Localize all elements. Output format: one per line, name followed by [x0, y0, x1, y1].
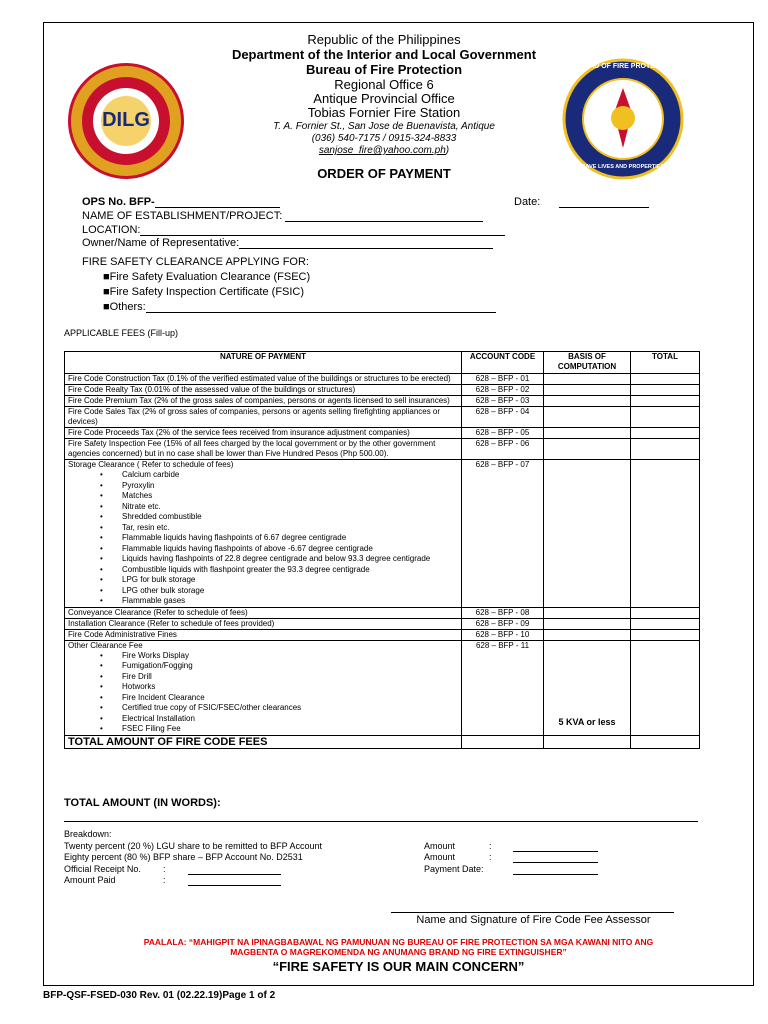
slogan: “FIRE SAFETY IS OUR MAIN CONCERN”	[272, 959, 525, 974]
applicable-fees-label: APPLICABLE FEES (Fill-up)	[64, 328, 179, 338]
option-fsec[interactable]: ■Fire Safety Evaluation Clearance (FSEC)	[103, 271, 311, 283]
table-row	[65, 385, 700, 396]
code-cell: 628 – BFP - 09	[462, 618, 544, 629]
list-item: • Flammable liquids having flashpoints of above -6.67 degree centigrade	[122, 544, 458, 555]
header-dilg: Department of the Interior and Local Government	[231, 47, 537, 62]
list-item: • FSEC Filing Fee	[122, 724, 458, 735]
option-others[interactable]	[103, 301, 496, 313]
nature-cell: Fire Code Realty Tax (0.01% of the assessed value of the buildings or structures)	[65, 385, 462, 396]
total-words-line[interactable]	[64, 821, 698, 822]
list-item: • Certified true copy of FSIC/FSEC/other clearances	[122, 703, 458, 714]
total-cell[interactable]	[631, 385, 700, 396]
list-item: • Shredded combustible	[122, 512, 458, 523]
basis-cell[interactable]	[544, 607, 631, 618]
basis-cell[interactable]	[544, 618, 631, 629]
grand-total-cell[interactable]	[631, 735, 700, 748]
total-cell[interactable]	[631, 618, 700, 629]
total-words-label: TOTAL AMOUNT (IN WORDS):	[64, 797, 221, 809]
basis-cell[interactable]	[544, 428, 631, 439]
code-cell: 628 – BFP - 07	[462, 460, 544, 608]
nature-cell: Fire Code Construction Tax (0.1% of the verified estimated value of the buildings or structures to be erected)	[65, 374, 462, 385]
receipt-label: Official Receipt No.	[64, 864, 141, 874]
list-item: • Tar, resin etc.	[122, 523, 458, 534]
code-cell: 628 – BFP - 08	[462, 607, 544, 618]
amount-input-1[interactable]	[513, 851, 598, 852]
date-label: Date:	[514, 196, 541, 208]
code-cell: 628 – BFP - 11	[462, 640, 544, 735]
total-cell[interactable]	[631, 407, 700, 428]
location-label: LOCATION:	[82, 224, 141, 236]
amount-paid-label: Amount Paid	[64, 875, 116, 885]
page-title: ORDER OF PAYMENT	[317, 166, 451, 181]
list-item: • Hotworks	[122, 682, 458, 693]
payment-date-label: Payment Date:	[424, 864, 484, 874]
table-row	[65, 439, 700, 460]
code-cell: 628 – BFP - 05	[462, 428, 544, 439]
list-item: • Nitrate etc.	[122, 502, 458, 513]
amount-paid-input[interactable]	[188, 885, 281, 886]
list-item: • Fire Drill	[122, 672, 458, 683]
nature-cell: Fire Safety Inspection Fee (15% of all fees charged by the local government or by the other government agencies concerned) but in no case shall be lower than Five Hundred Pesos (Php 500.00).	[65, 439, 462, 460]
ops-number-field[interactable]	[82, 196, 280, 208]
header-email-line	[0, 145, 768, 157]
header-account-code: ACCOUNT CODE	[462, 352, 544, 374]
option-fsic[interactable]: ■Fire Safety Inspection Certificate (FSIC)	[103, 286, 305, 298]
storage-cell	[65, 460, 462, 608]
date-field[interactable]	[514, 196, 649, 208]
amount-label-1: Amount	[424, 841, 456, 851]
breakdown-heading: Breakdown:	[64, 829, 112, 839]
header-provincial: Antique Provincial Office	[313, 91, 455, 106]
basis-cell[interactable]	[544, 407, 631, 428]
table-row	[65, 407, 700, 428]
table-row	[65, 374, 700, 385]
bfp-logo-text: BUREAU OF FIRE PROTECTION	[569, 63, 677, 70]
list-item: • Fire Works Display	[122, 651, 458, 662]
code-cell: 628 – BFP - 01	[462, 374, 544, 385]
table-row	[65, 618, 700, 629]
paalala-line-2: MAGBENTA O MAGREKOMENDA NG ANUMANG BRAND NG FIRE EXTINGUISHER”	[230, 947, 567, 957]
table-row-storage	[65, 460, 700, 608]
nature-cell: Installation Clearance (Refer to schedule of fees provided)	[65, 618, 462, 629]
basis-note: 5 KVA or less	[558, 716, 616, 727]
payment-date-input[interactable]	[513, 874, 598, 875]
amount-colon-2: :	[489, 852, 492, 862]
amount-input-2[interactable]	[513, 862, 598, 863]
nature-cell: Fire Code Proceeds Tax (2% of the service fees received from insurance adjustment companies)	[65, 428, 462, 439]
nature-cell: Fire Code Sales Tax (2% of gross sales of companies, persons or agents selling firefighting appliances or devices)	[65, 407, 462, 428]
amount-label-2: Amount	[424, 852, 456, 862]
location-field[interactable]	[82, 224, 505, 236]
basis-cell[interactable]	[544, 629, 631, 640]
code-cell: 628 – BFP - 02	[462, 385, 544, 396]
owner-field[interactable]	[82, 237, 493, 249]
table-row-other	[65, 640, 700, 735]
list-item: • Calcium carbide	[122, 470, 458, 481]
table-total-row	[65, 735, 700, 748]
table-row	[65, 396, 700, 407]
breakdown-lgu: Twenty percent (20 %) LGU share to be remitted to BFP Account	[64, 841, 322, 851]
total-cell[interactable]	[631, 374, 700, 385]
amount-paid-colon: :	[163, 875, 166, 885]
paalala-line-1: PAALALA: “MAHIGPIT NA IPINAGBABAWAL NG PAMUNUAN NG BUREAU OF FIRE PROTECTION SA MGA KAWANI NITO ANG	[143, 937, 654, 947]
total-basis-cell	[544, 735, 631, 748]
header-region: Regional Office 6	[334, 77, 434, 92]
other-label: Other Clearance Fee	[68, 640, 143, 650]
total-cell[interactable]	[631, 607, 700, 618]
storage-items	[68, 470, 458, 607]
header-station: Tobias Fornier Fire Station	[307, 105, 461, 120]
header-total: TOTAL	[631, 352, 700, 374]
breakdown-bfp: Eighty percent (80 %) BFP share – BFP Account No. D2531	[64, 852, 303, 862]
list-item: • Pyroxylin	[122, 481, 458, 492]
code-cell: 628 – BFP - 03	[462, 396, 544, 407]
email-paren: )	[445, 145, 450, 156]
total-cell[interactable]	[631, 629, 700, 640]
total-fees-label: TOTAL AMOUNT OF FIRE CODE FEES	[65, 735, 462, 748]
form-footer: BFP-QSF-FSED-030 Rev. 01 (02.22.19)Page 1 of 2	[43, 990, 276, 1001]
basis-cell[interactable]	[544, 460, 631, 608]
ops-label: OPS No. BFP-	[82, 196, 155, 208]
code-cell: 628 – BFP - 04	[462, 407, 544, 428]
header-republic: Republic of the Philippines	[307, 32, 461, 47]
basis-cell[interactable]	[544, 396, 631, 407]
list-item: • Fumigation/Fogging	[122, 661, 458, 672]
total-code-cell	[462, 735, 544, 748]
amount-colon-1: :	[489, 841, 492, 851]
signature-line[interactable]	[391, 912, 674, 913]
basis-cell[interactable]	[544, 439, 631, 460]
signature-label: Name and Signature of Fire Code Fee Assessor	[416, 914, 651, 926]
code-cell: 628 – BFP - 10	[462, 629, 544, 640]
code-cell: 628 – BFP - 06	[462, 439, 544, 460]
email-link[interactable]: sanjose_fire@yahoo.com.ph	[318, 145, 446, 156]
header-address: T. A. Fornier St., San Jose de Buenavista, Antique	[273, 121, 495, 132]
option-others-label: ■Others:	[103, 301, 146, 313]
header-basis: BASIS OF COMPUTATION	[544, 352, 631, 374]
total-cell[interactable]	[631, 439, 700, 460]
establishment-field[interactable]	[82, 210, 483, 222]
storage-label: Storage Clearance ( Refer to schedule of fees)	[68, 460, 234, 469]
other-cell	[65, 640, 462, 735]
total-cell[interactable]	[631, 460, 700, 608]
nature-cell: Fire Code Administrative Fines	[65, 629, 462, 640]
receipt-colon: :	[163, 864, 166, 874]
bfp-logo-motto: SAVE LIVES AND PROPERTIES	[581, 164, 665, 170]
list-item: • Flammable liquids having flashpoints of 6.67 degree centigrade	[122, 533, 458, 544]
clearance-heading: FIRE SAFETY CLEARANCE APPLYING FOR:	[82, 256, 309, 268]
total-cell[interactable]	[631, 396, 700, 407]
nature-cell: Conveyance Clearance (Refer to schedule of fees)	[65, 607, 462, 618]
nature-cell: Fire Code Premium Tax (2% of the gross sales of companies, persons or agents licensed to sell insurances)	[65, 396, 462, 407]
basis-cell[interactable]	[544, 385, 631, 396]
table-row	[65, 629, 700, 640]
table-row	[65, 428, 700, 439]
total-cell[interactable]	[631, 428, 700, 439]
fees-table	[64, 351, 700, 749]
other-items	[68, 651, 458, 735]
list-item: • Fire Incident Clearance	[122, 693, 458, 704]
header-bfp: Bureau of Fire Protection	[305, 62, 463, 77]
table-row	[65, 607, 700, 618]
total-cell[interactable]	[631, 640, 700, 735]
list-item: • Liquids having flashpoints of 22.8 degree centigrade and below 93.3 degree centigrade	[122, 554, 458, 565]
list-item: • Flammable gases	[122, 596, 458, 607]
basis-cell[interactable]	[544, 640, 631, 735]
basis-cell[interactable]	[544, 374, 631, 385]
list-item: • LPG other bulk storage	[122, 586, 458, 597]
list-item: • Combustible liquids with flashpoint greater the 93.3 degree centigrade	[122, 565, 458, 576]
receipt-input[interactable]	[188, 874, 281, 875]
header-phone: (036) 540-7175 / 0915-324-8833	[311, 133, 457, 144]
dilg-logo-text: DILG	[102, 109, 150, 131]
owner-label: Owner/Name of Representative:	[82, 237, 240, 249]
establishment-label: NAME OF ESTABLISHMENT/PROJECT:	[82, 210, 283, 222]
list-item: • LPG for bulk storage	[122, 575, 458, 586]
list-item: • Matches	[122, 491, 458, 502]
header-nature: NATURE OF PAYMENT	[65, 352, 462, 374]
list-item: • Electrical Installation	[122, 714, 458, 725]
